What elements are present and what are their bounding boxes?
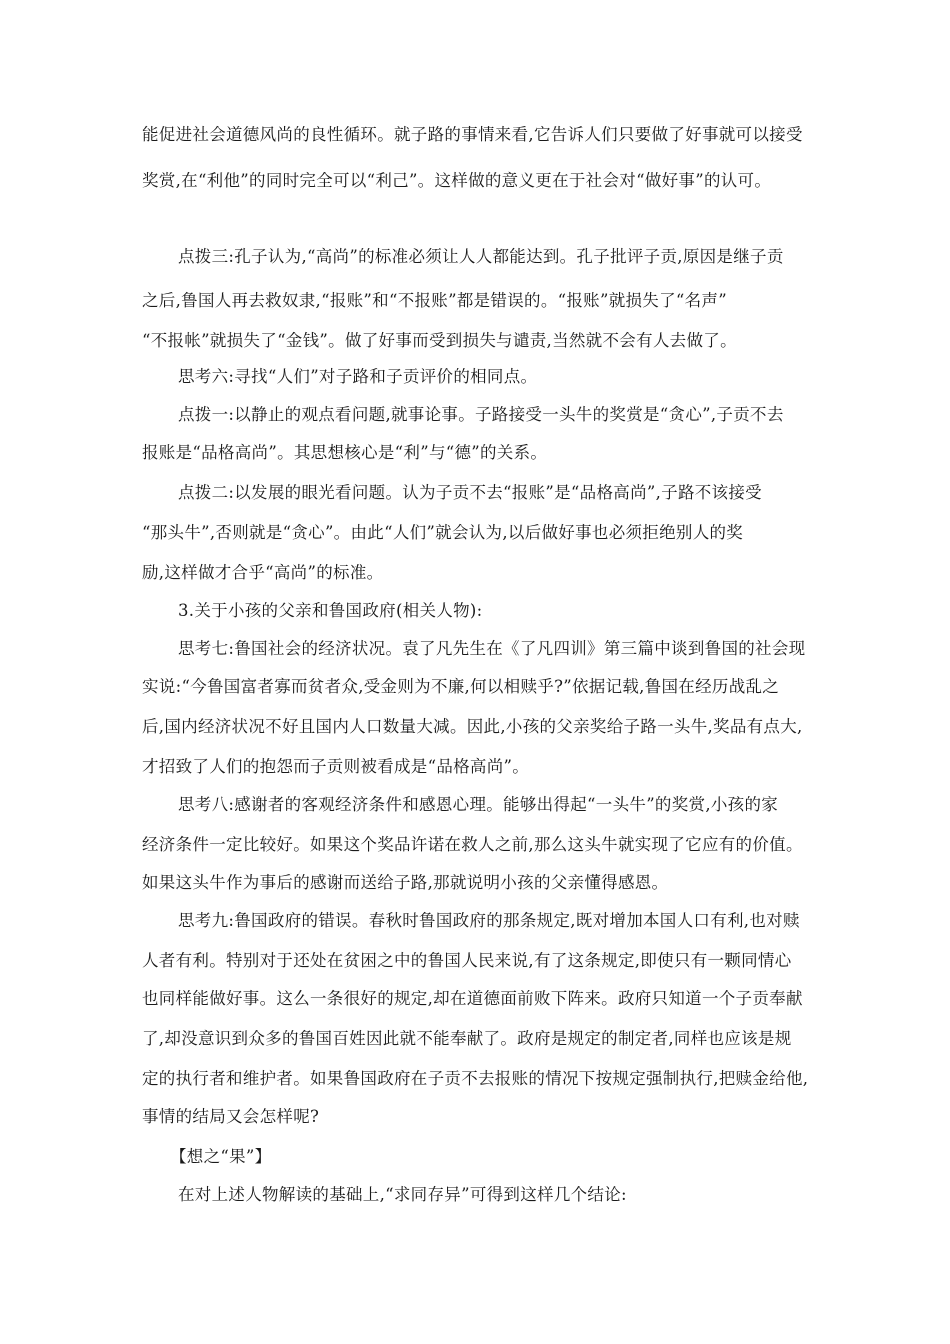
paragraph-line: 报账是“品格高尚”。其思想核心是“利”与“德”的关系。 [142,443,548,462]
paragraph-line: 思考八:感谢者的客观经济条件和感恩心理。能够出得起“一头牛”的奖赏,小孩的家 [178,795,779,814]
paragraph-line: 点拨一:以静止的观点看问题,就事论事。子路接受一头牛的奖赏是“贪心”,子贡不去 [178,405,784,424]
paragraph-line: 之后,鲁国人再去救奴隶,“报账”和“不报账”都是错误的。“报账”就损失了“名声” [142,291,727,310]
paragraph-line: 思考六:寻找“人们”对子路和子贡评价的相同点。 [178,367,538,386]
paragraph-line: 事情的结局又会怎样呢? [142,1107,320,1126]
paragraph-line: 奖赏,在“利他”的同时完全可以“利己”。这样做的意义更在于社会对“做好事”的认可。 [142,171,772,190]
paragraph-line: 定的执行者和维护者。如果鲁国政府在子贡不去报账的情况下按规定强制执行,把赎金给他, [142,1069,809,1088]
paragraph-line: “那头牛”,否则就是“贪心”。由此“人们”就会认为,以后做好事也必须拒绝别人的奖 [142,523,744,542]
paragraph-line: 在对上述人物解读的基础上,“求同存异”可得到这样几个结论: [178,1185,627,1204]
paragraph-line: 励,这样做才合乎“高尚”的标准。 [142,563,384,582]
paragraph-line: 点拨二:以发展的眼光看问题。认为子贡不去“报账”是“品格高尚”,子路不该接受 [178,483,762,502]
paragraph-line: 了,却没意识到众多的鲁国百姓因此就不能奉献了。政府是规定的制定者,同样也应该是规 [142,1029,792,1048]
paragraph-line: 点拨三:孔子认为,“高尚”的标准必须让人人都能达到。孔子批评子贡,原因是继子贡 [178,247,784,266]
section-heading: 3.关于小孩的父亲和鲁国政府(相关人物): [178,601,483,620]
paragraph-line: 经济条件一定比较好。如果这个奖品许诺在救人之前,那么这头牛就实现了它应有的价值。 [142,835,803,854]
section-heading: 【想之“果”】 [170,1147,272,1166]
paragraph-line: “不报帐”就损失了“金钱”。做了好事而受到损失与谴责,当然就不会有人去做了。 [142,331,737,350]
paragraph-line: 思考七:鲁国社会的经济状况。袁了凡先生在《了凡四训》第三篇中谈到鲁国的社会现 [178,639,806,658]
paragraph-line: 才招致了人们的抱怨而子贡则被看成是“品格高尚”。 [142,757,530,776]
paragraph-line: 思考九:鲁国政府的错误。春秋时鲁国政府的那条规定,既对增加本国人口有利,也对赎 [178,911,800,930]
paragraph-line: 能促进社会道德风尚的良性循环。就子路的事情来看,它告诉人们只要做了好事就可以接受 [142,125,803,144]
paragraph-line: 也同样能做好事。这么一条很好的规定,却在道德面前败下阵来。政府只知道一个子贡奉献 [142,989,803,1008]
paragraph-line: 实说:“今鲁国富者寡而贫者众,受金则为不廉,何以相赎乎?”依据记载,鲁国在经历战乱之 [142,677,780,696]
paragraph-line: 后,国内经济状况不好且国内人口数量大减。因此,小孩的父亲奖给子路一头牛,奖品有点大, [142,717,803,736]
paragraph-line: 人者有利。特别对于还处在贫困之中的鲁国人民来说,有了这条规定,即使只有一颗同情心 [142,951,792,970]
paragraph-line: 如果这头牛作为事后的感谢而送给子路,那就说明小孩的父亲懂得感恩。 [142,873,669,892]
